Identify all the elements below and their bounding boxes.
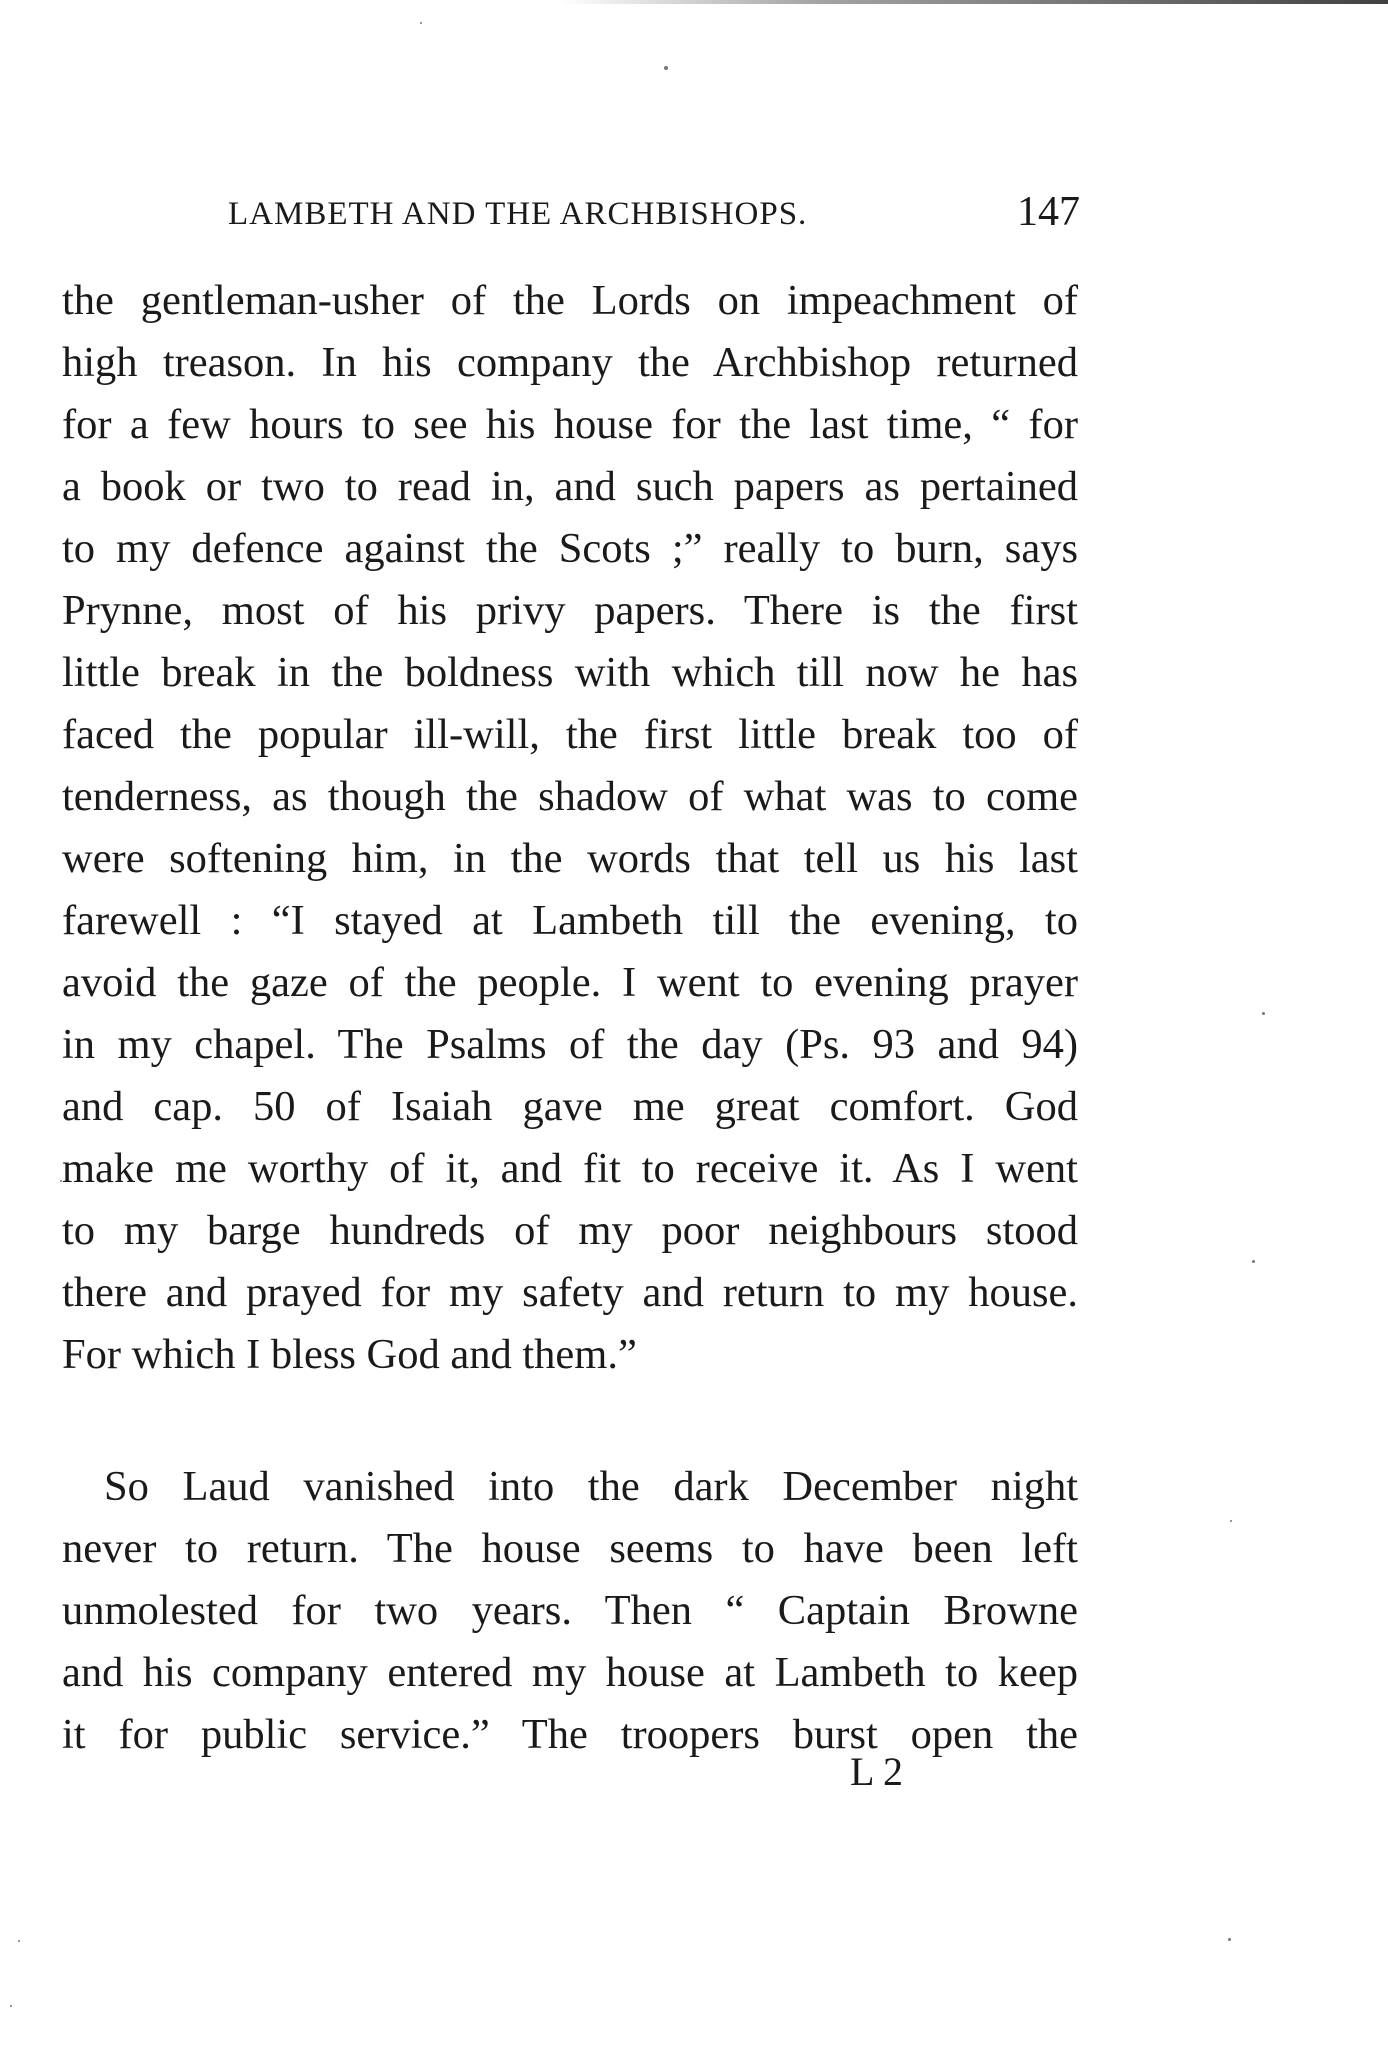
text-line: little break in the boldness with which till now he has [62,649,1078,696]
print-speck [1228,1938,1231,1941]
print-speck [60,1180,62,1182]
text-line: tenderness, as though the shadow of what was to come [62,773,1078,820]
text-line: for a few hours to see his house for the last time, “ for [62,401,1078,448]
paragraph-2 [62,1456,1078,1766]
text-line: unmolested for two years. Then “ Captain Browne [62,1587,1078,1634]
print-speck [10,2005,12,2007]
text-line: high treason. In his company the Archbishop returned [62,339,1078,386]
text-line: and cap. 50 of Isaiah gave me great comfort. God [62,1083,1078,1130]
print-speck [420,22,422,24]
running-head: LAMBETH AND THE ARCHBISHOPS. [228,196,808,232]
page-header [228,188,1080,248]
text-line: make me worthy of it, and fit to receive it. As I went [62,1145,1078,1192]
paragraph-1 [62,270,1078,1386]
text-line: For which I bless God and them.” [62,1331,637,1378]
print-speck [18,1940,20,1942]
text-line: So Laud vanished into the dark December night [104,1463,1078,1510]
text-line: in my chapel. The Psalms of the day (Ps. 93 and 94) [62,1021,1078,1068]
text-line: the gentleman-usher of the Lords on impeachment of [62,277,1078,324]
top-edge-rule [560,0,1388,4]
text-line: were softening him, in the words that tell us his last [62,835,1078,882]
text-line: to my barge hundreds of my poor neighbours stood [62,1207,1078,1254]
print-speck [1262,1012,1265,1015]
text-line: farewell : “I stayed at Lambeth till the evening, to [62,897,1078,944]
print-speck [1252,1260,1255,1263]
text-line: and his company entered my house at Lambeth to keep [62,1649,1078,1696]
text-line: faced the popular ill-will, the first little break too of [62,711,1078,758]
signature-mark: L 2 [850,1749,903,1794]
page-number: 147 [1017,189,1080,235]
text-line: there and prayed for my safety and return to my house. [62,1269,1078,1316]
text-line: never to return. The house seems to have been left [62,1525,1078,1572]
text-line: to my defence against the Scots ;” really to burn, says [62,525,1078,572]
text-line: avoid the gaze of the people. I went to evening prayer [62,959,1078,1006]
print-speck [664,66,668,70]
text-line: it for public service.” The troopers burst open the [62,1711,1078,1758]
print-speck [1230,1520,1232,1522]
text-line: Prynne, most of his privy papers. There is the first [62,587,1078,634]
text-line: a book or two to read in, and such papers as pertained [62,463,1078,510]
